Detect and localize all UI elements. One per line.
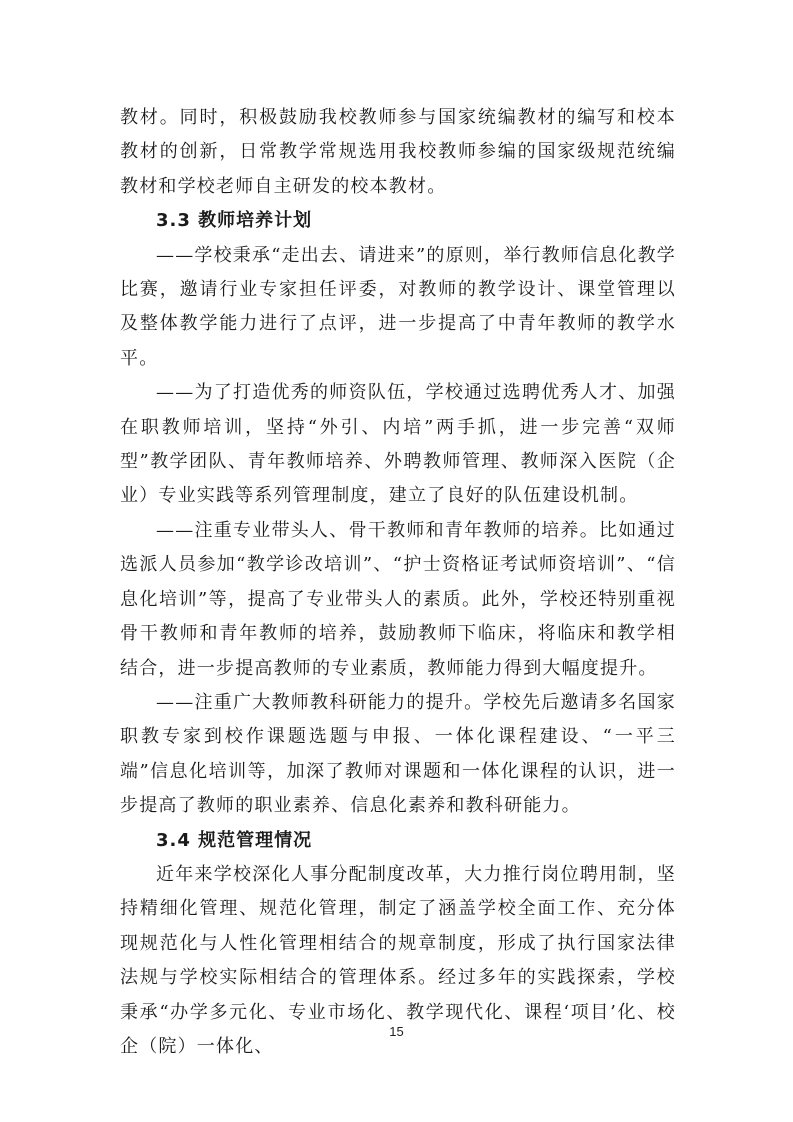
paragraph-continuation: 教材。同时，积极鼓励我校教师参与国家统编教材的编写和校本教材的创新，日常教学常规选用我校教师参编的国家级规范统编教材和学校老师自主研发的校本教材。	[120, 107, 676, 197]
paragraph-management: 近年来学校深化人事分配制度改革，大力推行岗位聘用制，坚持精细化管理、规范化管理，制定了涵盖学校全面工作、充分体现规范化与人性化管理相结合的规章制度，形成了执行国家法律法规与学校实际相结合的管理体系。经过多年的实践探索，学校秉承“办学多元化、专业市场化、教学现代化、课程‘项目’化、校企（院）一体化、	[120, 863, 676, 1057]
page-number: 15	[389, 1024, 404, 1039]
body-text	[120, 101, 676, 1064]
section-heading-3-4: 3.4 规范管理情况	[156, 829, 313, 851]
section-heading-3-3: 3.3 教师培养计划	[156, 210, 313, 232]
paragraph-teacher-team: ——为了打造优秀的师资队伍，学校通过选聘优秀人才、加强在职教师培训，坚持“外引、内培”两手抓，进一步完善“双师型”教学团队、青年教师培养、外聘教师管理、教师深入医院（企业）专业实践等系列管理制度，建立了良好的队伍建设机制。	[120, 382, 676, 507]
paragraph-research-ability: ——注重广大教师教科研能力的提升。学校先后邀请多名国家职教专家到校作课题选题与申报、一体化课程建设、“一平三端”信息化培训等，加深了教师对课题和一体化课程的认识，进一步提高了教师的职业素养、信息化素养和教科研能力。	[120, 691, 676, 817]
paragraph-teacher-competition: ——学校秉承“走出去、请进来”的原则，举行教师信息化教学比赛，邀请行业专家担任评委，对教师的教学设计、课堂管理以及整体教学能力进行了点评，进一步提高了中青年教师的教学水平。	[120, 244, 677, 369]
paragraph-leader-training: ——注重专业带头人、骨干教师和青年教师的培养。比如通过选派人员参加“教学诊改培训”、“护士资格证考试师资培训”、“信息化培训”等，提高了专业带头人的素质。此外，学校还特别重视骨干教师和青年教师的培养，鼓励教师下临床，将临床和教学相结合，进一步提高教师的专业素质，教师能力得到大幅度提升。	[120, 519, 676, 679]
